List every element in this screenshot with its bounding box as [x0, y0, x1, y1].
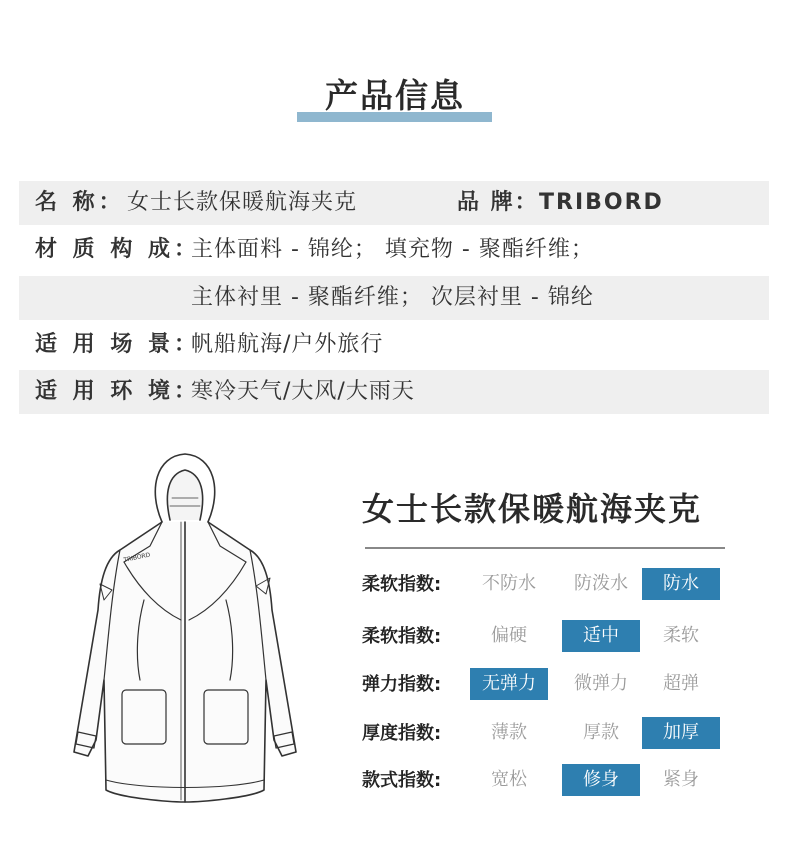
spec-label: 柔软指数: — [362, 574, 442, 595]
spec-option: 厚款 — [583, 722, 619, 743]
info-row-material — [19, 228, 769, 272]
product-title: 女士长款保暖航海夹克 — [362, 490, 703, 528]
spec-option-selected: 修身 — [562, 764, 640, 796]
spec-option: 柔软 — [663, 625, 699, 646]
info-label-brand: 品 牌： — [457, 190, 539, 215]
info-value-name: 女士长款保暖航海夹克 — [127, 190, 358, 215]
info-label-material: 材 质 构 成： — [35, 237, 200, 262]
spec-option: 偏硬 — [491, 625, 527, 646]
info-value-scene: 帆船航海/户外旅行 — [191, 332, 384, 357]
spec-option: 宽松 — [491, 769, 527, 790]
spec-label: 款式指数: — [362, 770, 442, 791]
spec-option: 微弹力 — [574, 673, 628, 694]
spec-row-waterproof — [362, 568, 742, 602]
spec-option-selected: 加厚 — [642, 717, 720, 749]
product-divider — [365, 547, 725, 549]
info-row-environment — [19, 370, 769, 414]
info-value-material: 主体面料 - 锦纶； 填充物 - 聚酯纤维； — [191, 237, 594, 262]
spec-option-selected: 适中 — [562, 620, 640, 652]
info-value-environment: 寒冷天气/大风/大雨天 — [191, 379, 415, 404]
spec-option: 不防水 — [482, 573, 536, 594]
spec-row-thickness — [362, 717, 742, 751]
info-label-scene: 适 用 场 景： — [35, 332, 200, 357]
spec-option: 薄款 — [491, 722, 527, 743]
page-title: 产品信息 — [325, 76, 465, 115]
info-value-material-cont: 主体衬里 - 聚酯纤维； 次层衬里 - 锦纶 — [191, 285, 594, 310]
hood-inner — [167, 470, 202, 520]
spec-option: 紧身 — [663, 769, 699, 790]
spec-option-selected: 无弹力 — [470, 668, 548, 700]
info-row-material-cont — [19, 276, 769, 320]
info-label-name: 名 称： — [35, 190, 125, 215]
title-wrap — [0, 70, 790, 117]
jacket-logo: TRIBORD — [122, 551, 151, 564]
spec-option: 超弹 — [663, 673, 699, 694]
spec-option: 防泼水 — [574, 573, 628, 594]
info-row-scene — [19, 323, 769, 367]
spec-row-softness — [362, 620, 742, 654]
info-row-name — [19, 181, 769, 225]
spec-option-selected: 防水 — [642, 568, 720, 600]
spec-label: 柔软指数: — [362, 626, 442, 647]
info-value-brand: TRIBORD — [539, 190, 664, 215]
spec-label: 厚度指数: — [362, 723, 442, 744]
spec-row-elasticity — [362, 668, 742, 702]
spec-row-fit — [362, 764, 742, 798]
jacket-sketch-image — [60, 450, 310, 812]
spec-label: 弹力指数: — [362, 674, 442, 695]
info-label-environment: 适 用 环 境： — [35, 379, 200, 404]
